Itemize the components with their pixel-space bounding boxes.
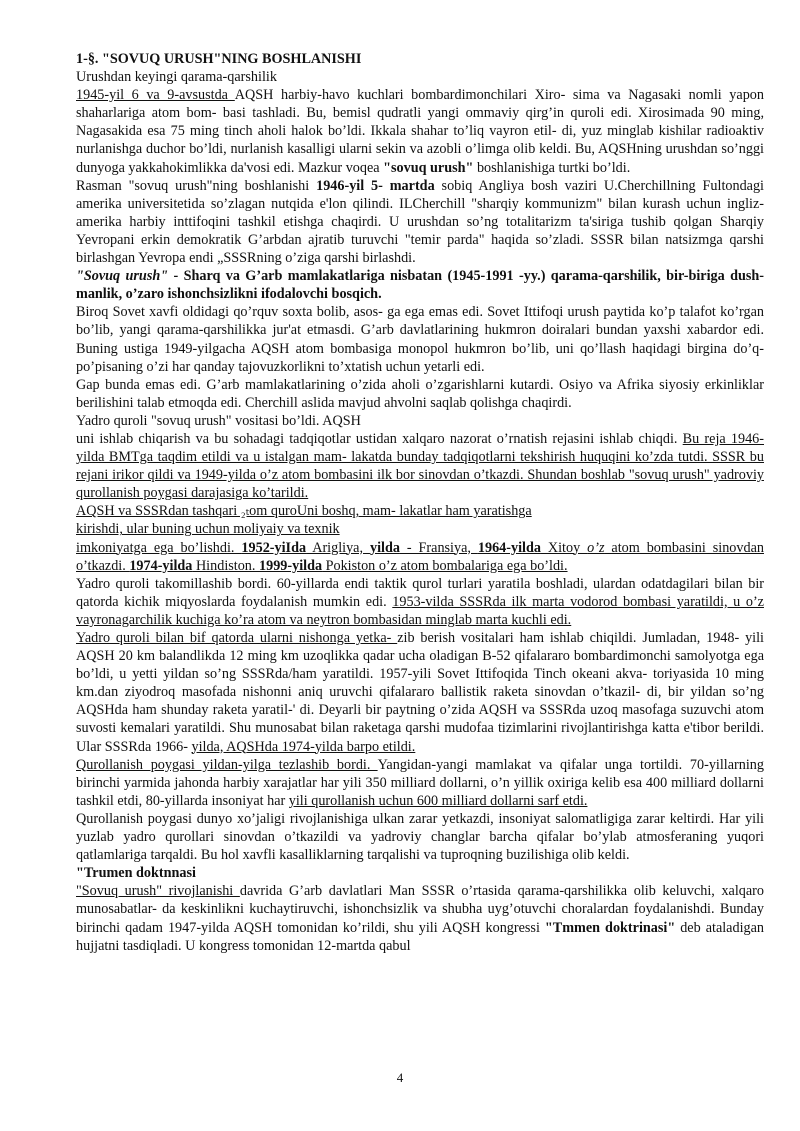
text-run: Yangidan-yangi mamlakat va qifalar unga tortildi. 70-yillarning birinchi yarmida jahonda harbiy xarajatlar har yili 350 milliard dollarni, o’n yillik oxiriga kelib esa 400 milliard dollarni tashkil etdi, 80-yillarda insoniyat har [76,756,764,809]
underlined-text: yili qurollanish uchun 600 milliard dollarni sarf etdi. [288,792,588,809]
term-sovuq-urush: "sovuq urush" [383,159,474,176]
document-page [76,50,764,955]
underlined-text: "Sovuq urush" rivojlanishi [76,883,240,900]
section-subtitle: Urushdan keyingi qarama-qarshilik [76,69,277,86]
text-run: deb ataladigan hujjatni tasdiqladi. U kongress tomonidan 12-martda qabul [76,919,764,954]
text-run: Hindiston. [192,557,259,574]
paragraph-4: Biroq Sovet xavfi oldidagi qo’rquv soxta bolib, asos- ga ega emas edi. Sovet Ittifoqi urush paytida ko’p talafot ko’rgan bo’lib, yangi qarama-qarshilikka jur'at etmasdi. G’arb davlatlarining hukmron doiralari bundan yaxshi xabardor edi. Buning ustiga 1949-yilgacha AQSH atom bombasiga monopol hukmron bo’lib, uni qo’llash haqidagi birgina do’q-po’pisaning o’zi har qanday tajovuzkorlikni to’xtatish uchun yetarli edi. [76,304,764,375]
paragraph-9: kirishdi, ular buning uchun moliyaiy va texnik [76,521,340,538]
paragraph-7 [76,430,764,502]
text-run: atom bombasini sinovdan o’tkazdi. [76,539,764,574]
paragraph-10 [76,539,764,575]
paragraph-2 [76,177,764,267]
text-run: uni ishlab chiqarish va bu sohadagi tadqiqotlar ustidan xalqaro nazorat o’rnatish rejasini ishlab chiqdi. [76,430,683,447]
text-run: AQSH harbiy-havo kuchlari bombardimonchilari Xiro- sima va Nagasaki nomli yapon shaharlariga atom bom- basi tashladi. Bu, bemisl qudratli yangi ommaviy qirg’in quroli edi. Xirosimada 90 ming, Nagasakida esa 75 ming tinch aholi halok bo’ldi. Ikkala shahar to’liq vayron etil- di, yuz minglab kishilar radioaktiv nurlanishga duchor bo’ldi, nurlanish kasalligi ularni sekin va azobli o’limga olib keldi. Bu, AQSHning urushdan so’nggi dunyoga yakkahokimlikka da'vosi edi. Mazkur voqea [76,87,764,176]
text-run: Pokiston o’z atom bombalariga ega bo’ldi. [322,557,568,574]
section-title: 1-§. "SOVUQ URUSH"NING BOSHLANISHI [76,51,362,67]
paragraph-13 [76,756,764,810]
text-run: sobiq Angliya bosh vaziri U.Cherchillning Fultondagi amerika universitetida so’zlagan nutqida e'lon qilindi. ILCherchill "sharqiy kommunizm" bilan kurash uchun ingliz-amerika harbiy inttifoqini tashkil etishga chaqirdi. U urushdan so’ng totalitarizm ta'siriga tushib qolgan Sharqiy Yevropani erkin demokratik G’arbdan ajratib turuvchi "temir parda" haqida so’zladi. SSSR bilan natsizmga qarshi birlashgan Yevropa endi „SSSRning o’ziga qarshi birlashdi. [76,177,764,267]
subheading-trumen: "Trumen doktnnasi [76,865,196,882]
year-bold: 1952-yiIda [241,539,307,556]
underlined-text: Qurollanish poygasi yildan-yilga tezlashib bordi. [76,756,378,773]
text-run: - Fransiya, [399,539,478,556]
paragraph-11 [76,575,764,629]
definition-paragraph [76,267,764,303]
text-run: imkoniyatga ega bo’lishdi. [76,539,242,556]
definition-term: "Sovuq urush" [76,268,169,285]
text-run: zib berish vositalari ham ishlab chiqildi. Jumladan, 1948- yili AQSH 20 km balandlikda 12 ming km uzoqlikka qadar ucha oladigan B-52 qifalararo bombardimonchi samolyotga ega bo’ldi, u yetti yildan so’ng SSSRda/ham yaratildi. 1957-yili Sovet Ittifoqida Tinch okeani akva- toriyasida 10 ming km.dan ziyodroq masofada nishonni aniq uruvchi qifalararo ballistik raketa sinovdan o’tkazil- di, bir yildan so’ng AQSHda ham shunday raketa yaratil-' di. Deyarli bir paytning o’zida AQSH va SSSRda uzoq masofaga suzuvchi atom suvosti kemalari yaratildi. Shu munosabat bilan raketaga qarshi mudofaa tizimlarini rivojlantirishga katta e'tibor berildi. Ular SSSRda 1966- [76,630,764,755]
paragraph-1 [76,86,764,176]
text-run: boshlanishiga turtki bo’ldi. [473,159,631,176]
paragraph-12 [76,629,764,756]
text-run: o’z [587,539,605,556]
year-bold: 1964-yilda [477,539,541,556]
text-run: Arigliya, [306,539,370,556]
year-bold: 1974-yilda [129,557,193,574]
year-bold: yilda [369,539,400,556]
paragraph-5: Gap bunda emas edi. G’arb mamlakatlarining o’zida aholi o’zgarishlarni kutardi. Osiyo va Afrika siyosiy erkinliklar berilishini talab etmoqda edi. Cherchill aslida mavjud ahvolni saqlab qolishga chaqirdi. [76,376,764,411]
underlined-text: Bu reja 1946-yilda BMTga taqdim etildi va u istalgan mam- lakatda bunday tadqiqotlarni tekshirish huquqini ko’zda tutdi. SSSR bu rejani irikor qildi va 1949-yilda o’z atom bombasini ilk bor sinovdan o’tkazdi. Shundan boshlab "sovuq urush" yadroviy qurollanish poygasi darajasiga ko’tarildi. [76,430,764,502]
paragraph-8: AQSH va SSSRdan tashqari ₂ₜom quroUni boshq, mam- lakatlar ham yaratishga [76,503,532,520]
date-underlined: 1945-yil 6 va 9-avsustda [76,87,235,104]
text-run: Xitoy [540,539,588,556]
text-run: Rasman "sovuq urush"ning boshlanishi [76,177,317,194]
text-run: Yadro quroli takomillashib bordi. 60-yillarda endi taktik qurol turlari yaratila boshladi, ulardan odatdagilari bilan bir qatorda kichik miqyoslarda foydalanish mumkin edi. [76,575,764,610]
year-bold: 1999-yilda [259,557,323,574]
paragraph-14: Qurollanish poygasi dunyo xo’jaligi rivojlanishiga ulkan zarar yetkazdi, insoniyat salomatligiga zarar keltirdi. Har yili yuzlab yadro qurollari sinovdan o’tkazildi va yadroviy changlar barcha qifalar bo’ylab atmosferaning yuqori qatlamlariga tarqaldi. Bu hol xavfli kasalliklarning tarqalishi va tuproqning buzilishiga olib keldi. [76,810,764,864]
underlined-text: 1953-vilda SSSRda ilk marta vodorod bombasi yaratildi, u o’z vayronagarchilik kuchiga ko’ra atom va neytron bombasidan minglab marta kuchli edi. [76,593,764,628]
definition-text: - Sharq va G’arb mamlakatlariga nisbatan (1945-1991 -yy.) qarama-qarshilik, bir-biriga dush- manlik, o’zaro ishonchsizlikni ifodalovchi bosqich. [76,268,765,303]
page-number: 4 [396,1070,404,1085]
underlined-text: Yadro quroli bilan bif qatorda ularni nishonga yetka- [76,630,398,646]
paragraph-6: Yadro quroli "sovuq urush" vositasi bo’ldi. AQSH [76,412,361,429]
underlined-text: yilda, AQSHda 1974-yilda barpo etildi. [191,738,416,755]
doctrine-name: "Tmmen doktrinasi" [544,919,676,936]
paragraph-15 [76,882,764,954]
date-bold: 1946-yil 5- martda [316,177,435,194]
text-run: davrida G’arb davlatlari Man SSSR o’rtasida qarama-qarshilikka olib keluvchi, xalqaro munosabatlar- da keskinlikni kuchaytiruvchi, ishonchsizlik va shubha uyg’otuvchi choralardan foydalanishdi. Bunday birinchi qadam 1947-yilda AQSH tomonidan ko’rildi, shu yili AQSH kongressi [76,883,764,936]
